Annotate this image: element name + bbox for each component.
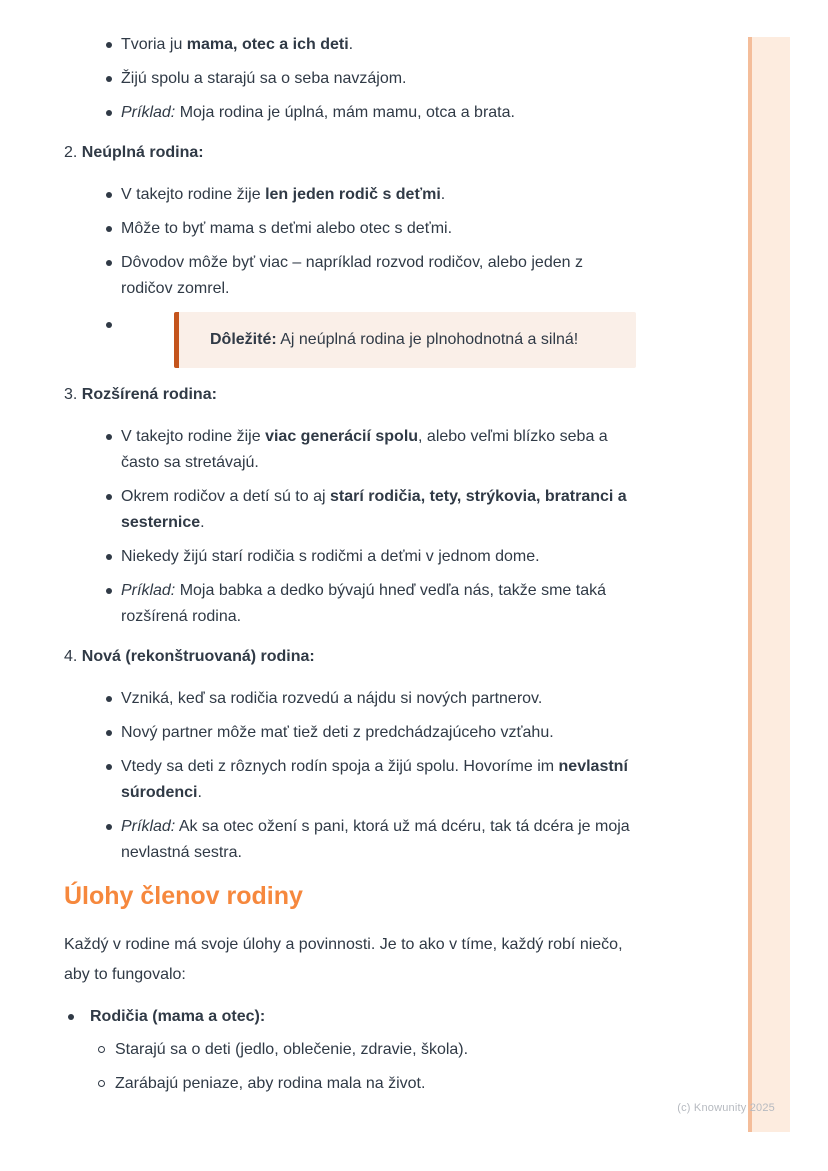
numbered-heading-reconstructed-family: 4. Nová (rekonštruovaná) rodina: <box>64 648 315 665</box>
complete-family-details-list <box>64 32 636 126</box>
list-item: Niekedy žijú starí rodičia s rodičmi a deťmi v jednom dome. <box>64 544 636 570</box>
list-item <box>64 312 636 368</box>
list-item: Okrem rodičov a detí sú to aj starí rodičia, tety, strýkovia, bratranci a sesternice. <box>64 484 636 536</box>
content-column <box>64 32 636 1105</box>
list-item: Starajú sa o deti (jedlo, oblečenie, zdravie, škola). <box>90 1037 636 1063</box>
numbered-heading-incomplete-family: 2. Neúplná rodina: <box>64 144 204 161</box>
list-item: Vtedy sa deti z rôznych rodín spoja a žijú spolu. Hovoríme im nevlastní súrodenci. <box>64 754 636 806</box>
reconstructed-family-details-list <box>64 686 636 866</box>
page-edge-stripe <box>748 37 790 1132</box>
role-sublist <box>90 1037 636 1097</box>
list-item: Zarábajú peniaze, aby rodina mala na život. <box>90 1071 636 1097</box>
incomplete-family-details-list <box>64 182 636 368</box>
list-item: Vzniká, keď sa rodičia rozvedú a nájdu si nových partnerov. <box>64 686 636 712</box>
list-item: Môže to byť mama s deťmi alebo otec s deťmi. <box>64 216 636 242</box>
list-item: V takejto rodine žije len jeden rodič s deťmi. <box>64 182 636 208</box>
list-item <box>64 1004 636 1097</box>
role-label: Rodičia (mama a otec): <box>90 1008 266 1025</box>
list-item: Príklad: Ak sa otec ožení s pani, ktorá už má dcéru, tak tá dcéra je moja nevlastná sestra. <box>64 814 636 866</box>
list-item: Nový partner môže mať tiež deti z predchádzajúceho vzťahu. <box>64 720 636 746</box>
callout-box: Dôležité: Aj neúplná rodina je plnohodnotná a silná! <box>174 312 636 368</box>
roles-list <box>64 1004 636 1097</box>
paragraph: Každý v rodine má svoje úlohy a povinnosti. Je to ako v tíme, každý robí niečo, aby to fungovalo: <box>64 936 623 983</box>
list-item: V takejto rodine žije viac generácií spolu, alebo veľmi blízko seba a často sa stretávajú. <box>64 424 636 476</box>
list-item: Príklad: Moja rodina je úplná, mám mamu, otca a brata. <box>64 100 636 126</box>
extended-family-details-list <box>64 424 636 630</box>
list-item: Tvoria ju mama, otec a ich deti. <box>64 32 636 58</box>
numbered-heading-extended-family: 3. Rozšírená rodina: <box>64 386 217 403</box>
section-heading: Úlohy členov rodiny <box>64 882 303 910</box>
list-item: Príklad: Moja babka a dedko bývajú hneď vedľa nás, takže sme taká rozšírená rodina. <box>64 578 636 630</box>
list-item: Dôvodov môže byť viac – napríklad rozvod rodičov, alebo jeden z rodičov zomrel. <box>64 250 636 302</box>
list-item: Žijú spolu a starajú sa o seba navzájom. <box>64 66 636 92</box>
footer-copyright: (c) Knowunity 2025 <box>677 1102 775 1114</box>
